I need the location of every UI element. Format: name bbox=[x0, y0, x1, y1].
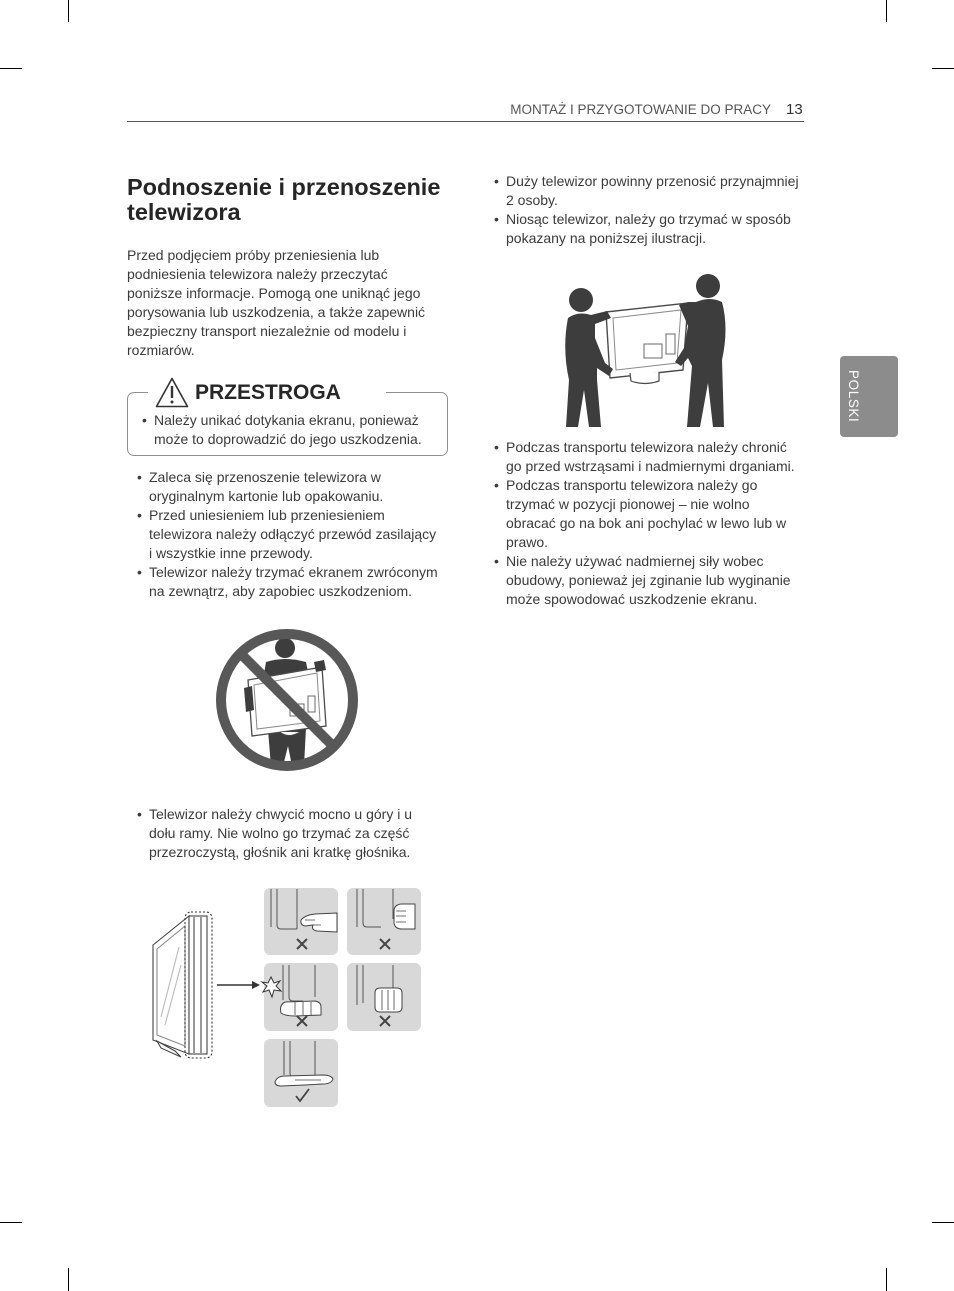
tv-grip-illustration bbox=[145, 885, 427, 1111]
arrow-right-icon bbox=[217, 981, 260, 989]
right-bullet-list-top bbox=[494, 172, 799, 248]
prohibition-sign-icon bbox=[210, 626, 366, 776]
grip-example-2 bbox=[347, 888, 421, 955]
person-right bbox=[675, 274, 726, 427]
list-item-line: prawo. bbox=[506, 534, 549, 550]
hand-icon bbox=[275, 1075, 333, 1086]
caution-item bbox=[142, 411, 422, 449]
list-item-line: • Telewizor należy trzymać ekranem zwróconym bbox=[149, 564, 438, 580]
crop-mark-bottom-left-horizontal bbox=[0, 1222, 22, 1223]
tv-side-view-illustration bbox=[153, 912, 212, 1058]
carried-tv bbox=[606, 303, 688, 384]
list-item-line: 2 osoby. bbox=[506, 192, 558, 208]
list-item bbox=[137, 468, 438, 506]
list-item bbox=[494, 552, 795, 609]
list-item-line: pokazany na poniższej ilustracji. bbox=[506, 230, 706, 246]
list-item bbox=[494, 476, 795, 552]
list-item-line: • Telewizor należy chwycić mocno u góry i u bbox=[149, 806, 412, 822]
list-item-line: i wszystkie inne przewody. bbox=[149, 545, 313, 561]
hand-icon bbox=[394, 904, 415, 929]
list-item-line: może spowodować uszkodzenie ekranu. bbox=[506, 591, 758, 607]
crop-mark-bottom-right-horizontal bbox=[932, 1222, 954, 1223]
list-item-line: obudowy, ponieważ jej zginanie lub wyginanie bbox=[506, 572, 791, 588]
caution-item-line: może to doprowadzić do jego uszkodzenia. bbox=[154, 431, 422, 447]
caution-list bbox=[142, 411, 422, 449]
list-item-line: • Zaleca się przenoszenie telewizora w bbox=[149, 469, 381, 485]
intro-line: podniesienia telewizora należy przeczytać bbox=[127, 266, 388, 282]
crop-mark-top-right-vertical bbox=[886, 0, 887, 22]
list-item-line: • Niosąc telewizor, należy go trzymać w sposób bbox=[506, 211, 791, 227]
list-item bbox=[137, 506, 438, 563]
right-bullet-list-bottom bbox=[494, 438, 795, 609]
warning-triangle-icon bbox=[155, 377, 189, 408]
header-divider bbox=[127, 121, 804, 122]
list-item-line: • Podczas transportu telewizora należy chronić bbox=[506, 439, 787, 455]
list-item bbox=[137, 805, 412, 862]
intro-line: Przed podjęciem próby przeniesienia lub bbox=[127, 247, 380, 263]
intro-line: poniższe informacje. Pomogą one uniknąć jego bbox=[127, 285, 421, 301]
list-item-line: na zewnątrz, aby zapobiec uszkodzeniom. bbox=[149, 583, 413, 599]
page-title: Podnoszenie i przenoszenie telewizora bbox=[127, 174, 441, 225]
left-bullet-list-bottom bbox=[137, 805, 412, 862]
grip-example-4 bbox=[347, 963, 421, 1031]
grip-example-1 bbox=[264, 888, 338, 955]
list-item-line: • Przed uniesieniem lub przeniesieniem bbox=[149, 507, 385, 523]
crop-mark-top-left-vertical bbox=[68, 0, 69, 22]
list-item bbox=[494, 210, 799, 248]
grip-example-3 bbox=[262, 963, 338, 1031]
intro-line: bezpieczny transport niezależnie od modelu i bbox=[127, 323, 407, 339]
list-item bbox=[494, 172, 799, 210]
intro-line: rozmiarów. bbox=[127, 342, 195, 358]
list-item-line: • Nie należy używać nadmiernej siły wobec bbox=[506, 553, 764, 569]
hand-icon bbox=[281, 1001, 322, 1016]
intro-paragraph bbox=[127, 246, 425, 360]
caution-item-line: • Należy unikać dotykania ekranu, ponieważ bbox=[154, 412, 419, 428]
hand-icon bbox=[375, 988, 402, 1012]
language-tab-label: POLSKI bbox=[846, 370, 861, 423]
list-item-line: oryginalnym kartonie lub opakowaniu. bbox=[149, 488, 384, 504]
list-item-line: przezroczystą, głośnik ani kratkę głośnika. bbox=[149, 844, 411, 860]
crop-mark-bottom-left-vertical bbox=[68, 1268, 69, 1291]
section-header: MONTAŻ I PRZYGOTOWANIE DO PRACY bbox=[510, 102, 771, 117]
intro-line: porysowania lub uszkodzenia, a także zapewnić bbox=[127, 304, 426, 320]
caution-heading-label: PRZESTROGA bbox=[195, 381, 341, 404]
list-item-line: telewizora należy odłączyć przewód zasilający bbox=[149, 526, 437, 542]
list-item-line: trzymać w pozycji pionowej – nie wolno bbox=[506, 496, 750, 512]
grip-example-5 bbox=[264, 1039, 338, 1107]
left-bullet-list-top bbox=[137, 468, 438, 601]
person-left bbox=[565, 288, 613, 427]
caution-heading bbox=[148, 376, 386, 408]
list-item bbox=[137, 563, 438, 601]
two-person-carry-illustration bbox=[560, 268, 730, 432]
language-tab bbox=[840, 356, 898, 437]
list-item-line: obracać go na bok ani pochylać w lewo lub w bbox=[506, 515, 787, 531]
crop-mark-top-left-horizontal bbox=[0, 68, 22, 69]
list-item-line: • Duży telewizor powinny przenosić przynajmniej bbox=[506, 173, 799, 189]
page-number: 13 bbox=[786, 101, 803, 118]
list-item-line: dołu ramy. Nie wolno go trzymać za część bbox=[149, 825, 410, 841]
list-item-line: go przed wstrząsami i nadmiernymi drganiami. bbox=[506, 458, 795, 474]
list-item bbox=[494, 438, 795, 476]
list-item-line: • Podczas transportu telewizora należy go bbox=[506, 477, 758, 493]
crop-mark-bottom-right-vertical bbox=[886, 1268, 887, 1291]
crop-mark-top-right-horizontal bbox=[932, 68, 954, 69]
